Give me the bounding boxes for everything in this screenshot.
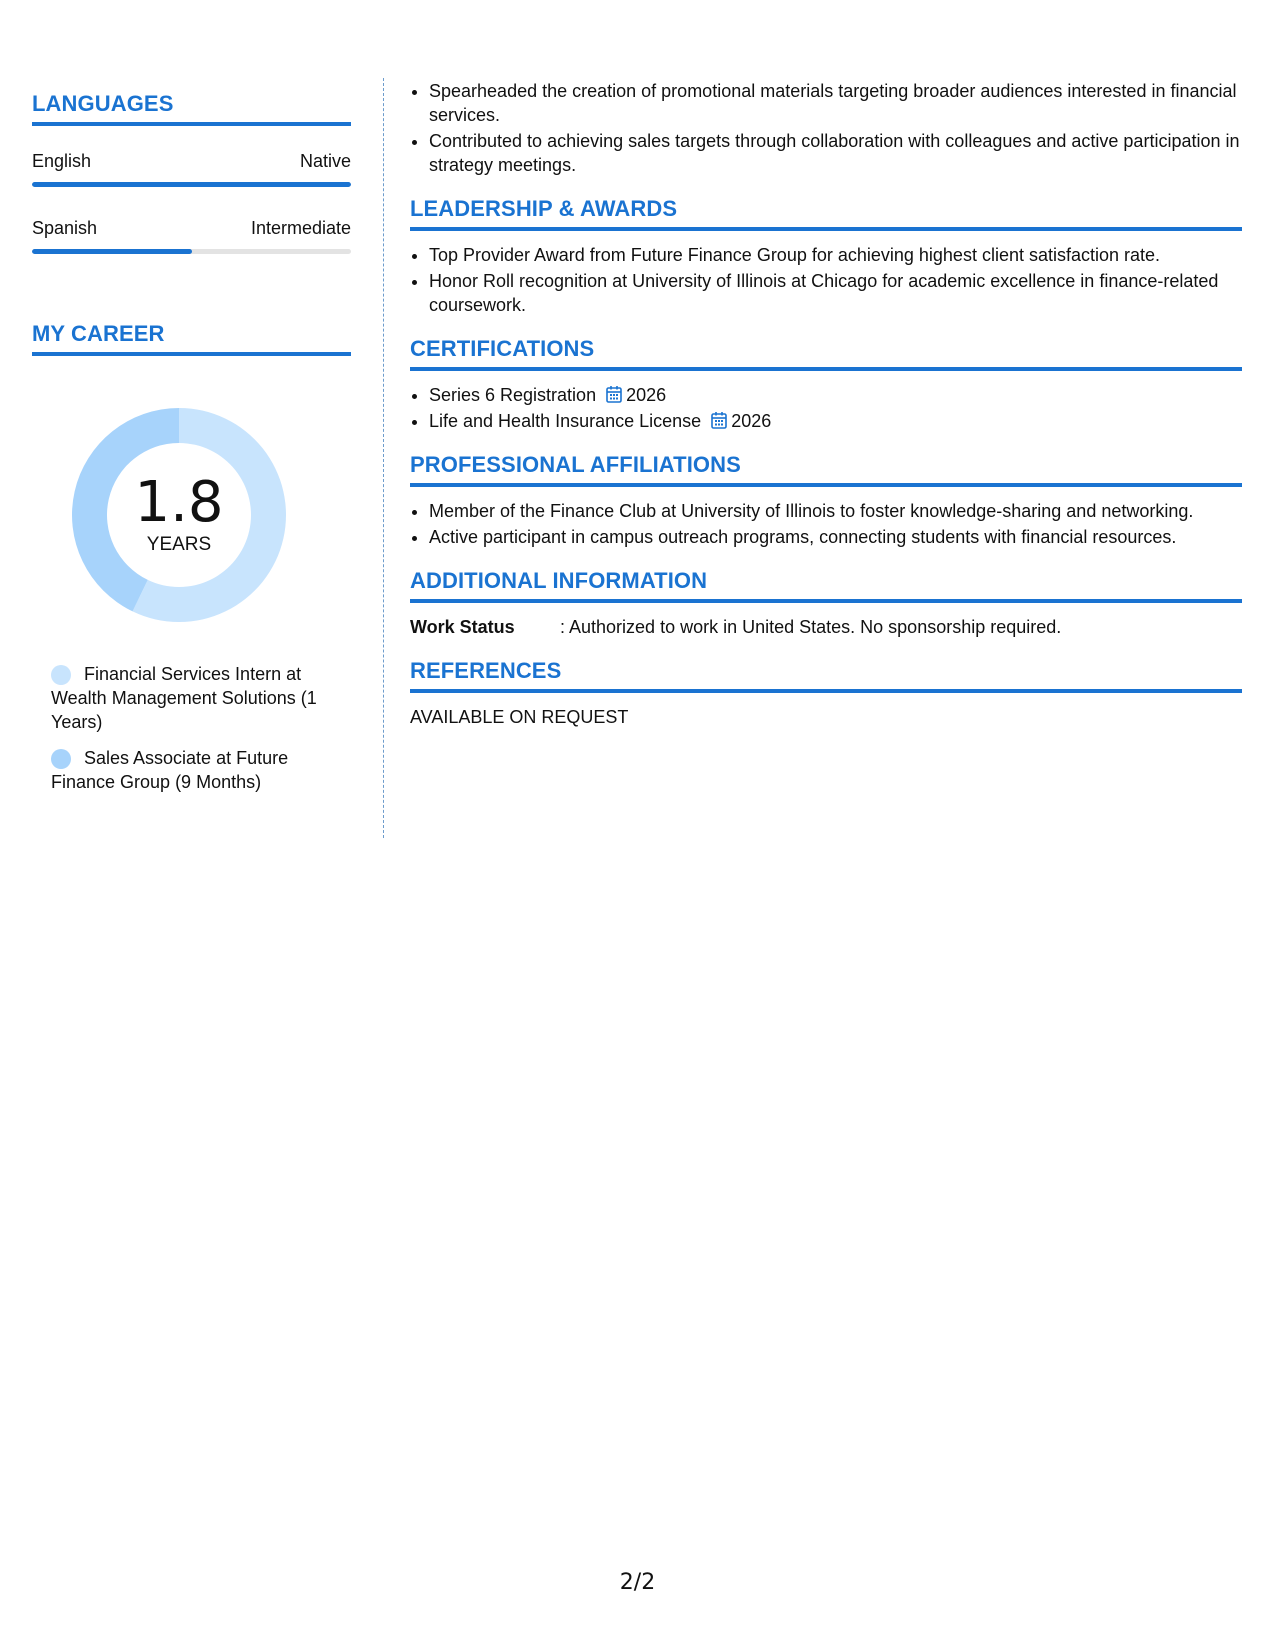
language-level: Native [299,151,351,171]
experience-bullet: • Contributed to achieving sales targets through collaboration with colleagues and active participation in strategy meetings. [429,129,1242,177]
language-name: English [32,151,92,171]
certification-item [429,383,1242,407]
leadership-item: • Top Provider Award from Future Finance Group for achieving highest client satisfaction rate. [429,243,1242,267]
work-status-value: : Authorized to work in United States. No sponsorship required. [560,617,1062,637]
career-legend [51,662,321,794]
certification-name: Life and Health Insurance License [429,411,702,431]
career-legend-item [51,746,321,794]
certifications-heading: CERTIFICATIONS [410,337,1242,371]
career-legend-item [51,662,321,734]
language-item-english [32,150,351,187]
certifications-list [410,383,1242,433]
calendar-icon [711,411,727,429]
experience-bullet: • Spearheaded the creation of promotional materials targeting broader audiences interested in financial services. [429,79,1242,127]
language-name: Spanish [32,218,98,238]
certification-year: 2026 [731,411,772,431]
career-legend-label: Sales Associate at Future Finance Group (9 Months) [51,748,289,792]
leadership-heading: LEADERSHIP & AWARDS [410,197,1242,231]
language-proficiency-fill [32,249,192,254]
career-total-unit: YEARS [146,534,212,555]
additional-info-heading: ADDITIONAL INFORMATION [410,569,1242,603]
affiliations-heading: PROFESSIONAL AFFILIATIONS [410,453,1242,487]
language-item-spanish [32,217,351,254]
career-total-value: 1.8 [134,470,224,535]
language-proficiency-fill [32,182,351,187]
certification-name: Series 6 Registration [429,385,597,405]
leadership-list [410,243,1242,317]
left-column [32,76,351,806]
page-number: 2/2 [619,1570,656,1595]
work-status-label: Work Status [410,617,515,637]
certification-item [429,409,1242,433]
right-column [410,79,1242,729]
legend-dot-icon [51,749,71,769]
work-status-row [410,615,1242,639]
affiliation-item: • Active participant in campus outreach programs, connecting students with financial resources. [429,525,1242,549]
legend-dot-icon [51,665,71,685]
column-divider [383,78,384,838]
affiliations-list [410,499,1242,549]
leadership-item: • Honor Roll recognition at University of Illinois at Chicago for academic excellence in finance-related coursework. [429,269,1242,317]
languages-heading: LANGUAGES [32,92,351,126]
certification-year: 2026 [626,385,667,405]
language-proficiency-bar [32,182,351,187]
affiliation-item: • Member of the Finance Club at University of Illinois to foster knowledge-sharing and networking. [429,499,1242,523]
career-heading: MY CAREER [32,322,351,356]
references-text: AVAILABLE ON REQUEST [410,707,629,727]
references-heading: REFERENCES [410,659,1242,693]
career-donut-chart [66,402,292,628]
language-proficiency-bar [32,249,351,254]
language-level: Intermediate [250,218,351,238]
career-legend-label: Financial Services Intern at Wealth Management Solutions (1 Years) [51,664,317,732]
experience-bullets [410,79,1242,177]
calendar-icon [606,385,622,403]
